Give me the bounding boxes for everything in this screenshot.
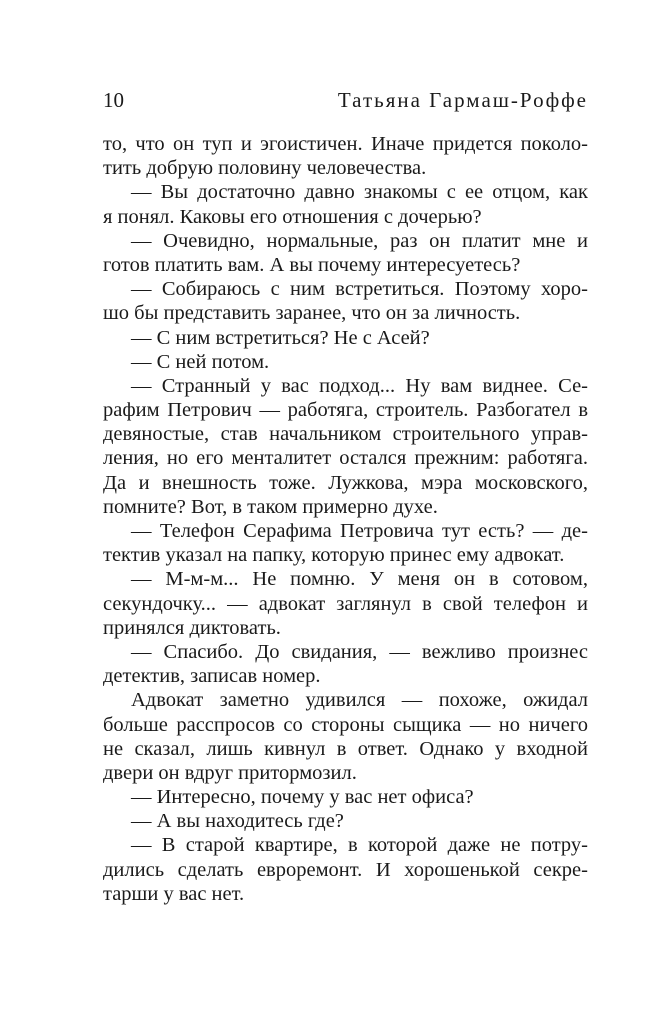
page-number: 10 <box>103 88 124 112</box>
text-line: — В старой квартире, в которой даже не потру- <box>131 834 588 857</box>
text-line: — Странный у вас подход... Ну вам виднее. Се- <box>131 374 588 397</box>
text-line: — С ней потом. <box>131 350 270 373</box>
text-line: шо бы представить заранее, что он за личность. <box>103 302 521 325</box>
text-line: дились сделать евроремонт. И хорошенькой секре- <box>103 858 588 881</box>
text-line: детектив, записав номер. <box>103 665 321 688</box>
text-line: — Очевидно, нормальные, раз он платит мне и <box>131 229 588 252</box>
text-line: секундочку... — адвокат заглянул в свой телефон и <box>103 592 588 615</box>
text-line: девяностые, став начальником строительного управ- <box>103 423 588 446</box>
text-line: Адвокат заметно удивился — похоже, ожидал <box>131 689 588 712</box>
text-line: тектив указал на папку, которую принес ему адвокат. <box>103 544 565 567</box>
text-line: готов платить вам. А вы почему интересуетесь? <box>103 253 521 276</box>
body-text <box>103 132 588 906</box>
page-header <box>103 85 588 115</box>
text-line: — С ним встретиться? Не с Асей? <box>131 326 430 349</box>
running-title: Татьяна Гармаш-Роффе <box>337 88 588 112</box>
text-line: тарши у вас нет. <box>103 882 245 905</box>
text-line: — Вы достаточно давно знакомы с ее отцом, как <box>131 181 588 204</box>
text-line: принялся диктовать. <box>103 616 281 639</box>
text-line: — Интересно, почему у вас нет офиса? <box>131 786 474 809</box>
text-line: — М-м-м... Не помню. У меня он в сотовом, <box>131 568 588 591</box>
text-line: тить добрую половину человечества. <box>103 157 427 180</box>
text-line: то, что он туп и эгоистичен. Иначе придется поколо- <box>103 133 588 155</box>
text-line: рафим Петрович — работяга, строитель. Разбогател в <box>103 399 588 422</box>
text-line: не сказал, лишь кивнул в ответ. Однако у входной <box>103 737 588 760</box>
text-line: помните? Вот, в таком примерно духе. <box>103 495 438 518</box>
text-line: — Собираюсь с ним встретиться. Поэтому хоро- <box>131 278 588 301</box>
text-line: — А вы находитесь где? <box>131 810 344 833</box>
text-line: — Спасибо. До свидания, — вежливо произнес <box>131 640 588 663</box>
text-line: ления, но его менталитет остался прежним: работяга. <box>103 447 588 470</box>
text-line: больше расспросов со стороны сыщика — но ничего <box>103 713 588 736</box>
text-line: Да и внешность тоже. Лужкова, мэра московского, <box>103 471 588 494</box>
text-line: я понял. Каковы его отношения с дочерью? <box>103 205 482 228</box>
text-line: — Телефон Серафима Петровича тут есть? — де- <box>131 520 588 542</box>
text-line: двери он вдруг притормозил. <box>103 761 357 784</box>
